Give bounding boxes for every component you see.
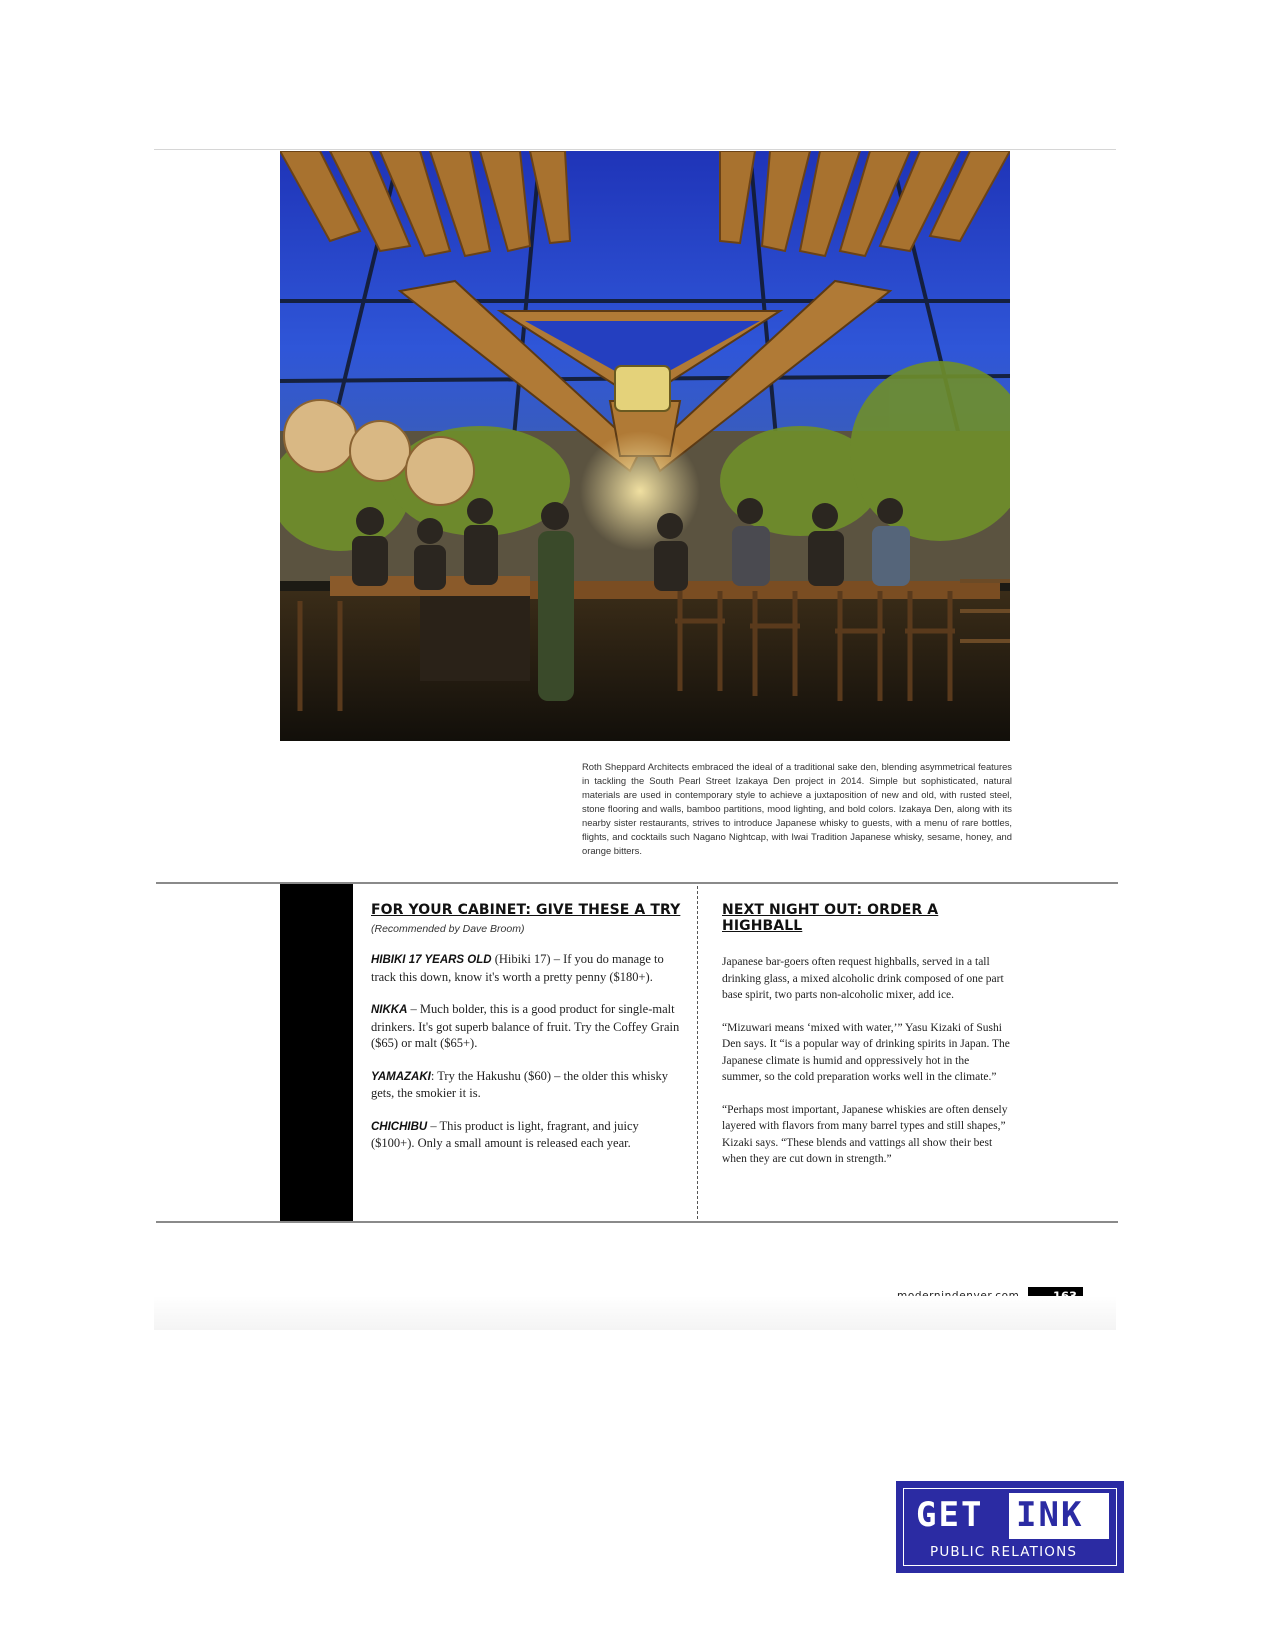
highball-heading: NEXT NIGHT OUT: ORDER A HIGHBALL xyxy=(722,902,939,934)
column-divider xyxy=(697,886,698,1219)
whisky-description: – Much bolder, this is a good product for single-malt drinkers. It's got superb balance of fruit. Try the Coffey Grain ($65) or malt ($65+). xyxy=(371,1002,680,1050)
whisky-entry-chichibu xyxy=(371,1118,683,1152)
logo-word-get: GET xyxy=(916,1495,984,1535)
highball-paragraph: Japanese bar-goers often request highballs, served in a tall drinking glass, a mixed alcoholic drink composed of one part base spirit, two parts non-alcoholic mixer, add ice. xyxy=(722,956,1004,1001)
get-ink-logo xyxy=(896,1481,1124,1573)
whisky-brand: HIBIKI 17 YEARS OLD xyxy=(371,954,492,966)
whisky-description: : Try the Hakushu ($60) – the older this whisky gets, the smokier it is. xyxy=(371,1068,668,1100)
sidebar-black-bar xyxy=(280,884,353,1221)
page-bottom-edge xyxy=(154,1296,1116,1330)
whisky-brand: YAMAZAKI xyxy=(371,1070,431,1083)
sidebar-bottom-rule xyxy=(156,1221,1118,1223)
logo-tagline: PUBLIC RELATIONS xyxy=(930,1544,1078,1560)
whisky-entry-nikka xyxy=(371,1001,683,1052)
recommended-by: (Recommended by Dave Broom) xyxy=(371,923,525,935)
cabinet-column xyxy=(371,902,683,1152)
whisky-entry-yamazaki xyxy=(371,1068,683,1102)
whisky-brand: CHICHIBU xyxy=(371,1120,428,1133)
whisky-brand: NIKKA xyxy=(371,1004,408,1016)
whisky-entry-hibiki xyxy=(371,951,683,985)
photo-caption: Roth Sheppard Architects embraced the ideal of a traditional sake den, blending asymmetrical features in tackling the South Pearl Street Izakaya Den project in 2014. Simple but sophisticated, natural materials are used in contemporary style to achieve a juxtaposition of new and old, with rusted steel, stone flooring and walls, bamboo partitions, mood lighting, and bold colors. Izakaya Den, along with its nearby sister restaurants, strives to introduce Japanese whisky to guests, with a menu of rare bottles, flights, and cocktails such Nagano Nightcap, with Iwai Tradition Japanese whisky, sesame, honey, and orange bitters. xyxy=(582,761,1012,856)
restaurant-interior-photo xyxy=(280,151,1010,741)
logo-word-ink: INK xyxy=(1016,1495,1084,1535)
top-rule xyxy=(154,149,1116,150)
highball-paragraph: “Perhaps most important, Japanese whiskies are often densely layered with flavors from many barrel types and still shapes,” Kizaki says. “These blends and vattings all show their best when they are cut down in strength.” xyxy=(722,1103,1008,1165)
highball-paragraph: “Mizuwari means ‘mixed with water,’” Yasu Kizaki of Sushi Den says. It “is a popular way of drinking spirits in Japan. The Japanese climate is humid and oppressively hot in the summer, so the cold preparation works well in the climate.” xyxy=(722,1021,1010,1083)
whisky-description: – This product is light, fragrant, and juicy ($100+). Only a small amount is released each year. xyxy=(371,1118,639,1150)
cabinet-heading: FOR YOUR CABINET: GIVE THESE A TRY xyxy=(371,902,681,918)
whisky-description: (Hibiki 17) – If you do manage to track this down, know it's worth a pretty penny ($180+). xyxy=(371,952,664,984)
highball-column xyxy=(722,902,1010,1184)
